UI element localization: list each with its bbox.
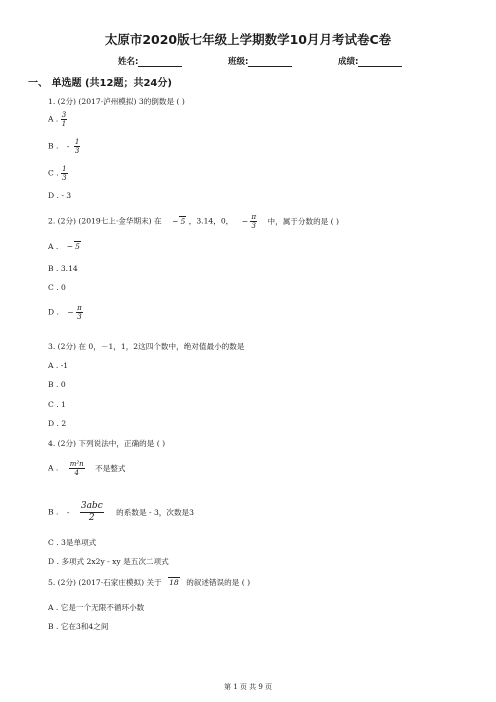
question-1-option-a (48, 111, 67, 128)
minus-sign: - (66, 141, 70, 151)
fraction: $\frac{\pi}{3}$ (77, 304, 82, 321)
question-4-option-d: D . 多项式 2x2y - xy 是五次二项式 (48, 557, 169, 566)
square-root: 5 (180, 216, 186, 226)
question-2-option-d: D . − $\frac{\pi}{3}$ (48, 304, 82, 321)
question-2-option-c: C . 0 (48, 283, 66, 292)
option-label: B . (48, 141, 59, 151)
square-root: 18 (169, 578, 179, 587)
question-3-option-a: A . -1 (48, 361, 69, 370)
question-3-option-b: B . 0 (48, 380, 66, 389)
page-title: 太原市2020版七年级上学期数学10月月考试卷C卷 (104, 32, 392, 47)
fraction: $\frac{3}{1}$ (61, 111, 67, 128)
class-field (228, 55, 292, 67)
question-1-stem: 1. (2分) (2017·泸州模拟) 3的倒数是 ( ) (48, 97, 185, 106)
question-1-option-b (48, 138, 80, 155)
section-heading: 一、 单选题 (共12题；共24分) (28, 78, 172, 89)
square-root: 5 (75, 242, 80, 251)
question-3-option-c: C . 1 (48, 400, 66, 409)
score-blank (358, 57, 402, 67)
question-5-option-a: A . 它是一个无限不循环小数 (48, 603, 145, 612)
question-2-option-a: A . − 5 (48, 242, 80, 251)
fraction: $\frac{\text{m²n}}{4}$ (69, 460, 84, 477)
question-1-option-d: D . - 3 (48, 191, 72, 200)
class-label: 班级: (228, 57, 249, 67)
question-3-stem: 3. (2分) 在 0，－1，1，2这四个数中，绝对值最小的数是 (48, 342, 245, 351)
page-footer: 第 1 页 共 9 页 (223, 683, 273, 691)
class-blank (248, 57, 292, 67)
question-4-stem: 4. (2分) 下列说法中，正确的是 ( ) (48, 439, 166, 448)
question-5-stem: 5. (2分) (2017·石家庄模拟) 关于 18 的叙述错误的是 ( ) (48, 578, 251, 587)
fraction: $\frac{\pi}{3}$ (251, 213, 257, 230)
question-1-option-c (48, 165, 68, 182)
fraction: $\frac{\text{3abc}}{2}$ (80, 501, 103, 523)
fraction: $\frac{1}{3}$ (74, 138, 80, 155)
question-3-option-d: D . 2 (48, 419, 67, 428)
name-blank (138, 57, 182, 67)
fraction: $\frac{1}{3}$ (62, 165, 67, 182)
option-label: C . (48, 168, 59, 178)
score-label: 成绩: (338, 57, 359, 67)
name-field (118, 55, 182, 67)
question-4-option-c: C . 3是单项式 (48, 538, 97, 547)
question-4-option-a: A . $\frac{\text{m²n}}{4}$ 不是整式 (48, 460, 126, 477)
name-label: 姓名: (118, 57, 139, 67)
question-5-option-b: B . 它在3和4之间 (48, 622, 109, 631)
score-field (338, 55, 402, 67)
option-label: A . (48, 114, 59, 124)
question-2-stem: 2. (2分) (2019七上·金华期末) 在 − 5 ，3.14，0， − $\frac{\pi}{3}$ 中，属于分数的是 ( ) (48, 213, 340, 230)
question-4-option-b: B . - $\frac{\text{3abc}}{2}$ 的系数是 - 3，次数是3 (48, 501, 194, 523)
question-2-option-b: B . 3.14 (48, 264, 78, 273)
